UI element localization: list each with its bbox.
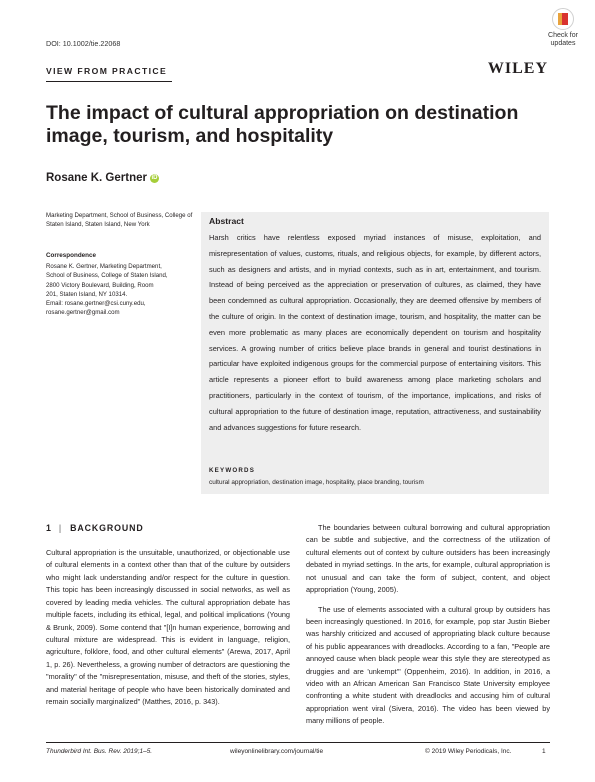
correspondence-line: 201, Staten Island, NY 10314. xyxy=(46,290,128,298)
correspondence-line: Rosane K. Gertner, Marketing Department, xyxy=(46,263,162,270)
correspondence-line: 2800 Victory Boulevard, Building, Room xyxy=(46,281,154,289)
article-title: The impact of cultural appropriation on destination image, tourism, and hospitality xyxy=(46,102,519,147)
footer-rule xyxy=(46,742,550,743)
footer-copyright: © 2019 Wiley Periodicals, Inc. xyxy=(425,748,512,755)
doi: DOI: 10.1002/tie.22068 xyxy=(46,39,121,48)
correspondence-block xyxy=(46,262,196,318)
correspondence-email[interactable]: Email: rosane.gertner@csi.cuny.edu, xyxy=(46,300,146,308)
section-heading xyxy=(46,523,144,533)
correspondence-line: School of Business, College of Staten Island, xyxy=(46,272,168,280)
section-tag: VIEW FROM PRACTICE xyxy=(46,66,168,76)
correspondence-heading: Correspondence xyxy=(46,252,97,259)
correspondence-email[interactable]: rosane.gertner@gmail.com xyxy=(46,309,120,317)
section-separator: | xyxy=(58,523,63,533)
affiliation: Marketing Department, School of Business, College of Staten Island, Staten Island, New York xyxy=(46,212,193,229)
body-paragraph: The use of elements associated with a cultural group by outsiders has been increasingly questioned. In 2016, for example, pop star Justin Bieber was harshly criticized and accused of appropriating black culture because of his public appearances with dreadlocks. According to a fan, "People are annoyed cause when black people wear this style they are stereotyped as druggies and are 'unkempt'" (Oppenheim, 2016). In addition, in 2016, a video with an African American San Francisco State University employee confronting a white student with dreadlocks and accusing him of cultural appropriation went viral (Sivera, 2016). The video has been viewed by many millions of people. xyxy=(306,604,550,726)
abstract-text: Harsh critics have relentless exposed myriad instances of misuse, exploitation, and misrepresentation of values, customs, rituals, and religious objects, for example, by different actors, such as designers and artists, and in myriad contexts, such as in art, entertainment, and tourism. Instead of being perceived as the appreciation or preservation of cultures, as claimed, they have been condemned as cultural appropriation. Occasionally, they are deemed offensive by members of the culture of origin. In the context of destination image, tourism, and hospitality, the matter can be even more problematic as many places are economically dependent on tourism and hospitality services. A growing number of critics believe place brands in general and tourist destinations in particular have exploited indigenous groups for the commercial purpose of entertaining visitors. This article represents a pioneer effort to build awareness among place marketing scholars and practitioners, particularly in the context of tourism, of the importance, implications, and risks of cultural appropriation to the future of destination image, reputation, attractiveness, and sustainability and advances suggestions for future research. xyxy=(209,233,541,432)
footer-journal-citation: Thunderbird Int. Bus. Rev. 2019;1–5. xyxy=(46,748,153,755)
page-number: 1 xyxy=(542,748,546,755)
keywords-list: cultural appropriation, destination image, hospitality, place branding, tourism xyxy=(209,479,424,486)
body-column-right xyxy=(306,522,550,728)
section-title: BACKGROUND xyxy=(70,523,144,533)
body-column-left xyxy=(46,547,290,708)
abstract-heading: Abstract xyxy=(209,216,244,226)
author-line xyxy=(46,172,159,184)
check-for-updates-badge[interactable] xyxy=(541,8,585,58)
footer-url[interactable]: wileyonlinelibrary.com/journal/tie xyxy=(230,748,324,755)
section-number: 1 xyxy=(46,523,51,533)
publisher-logo: WILEY xyxy=(487,60,548,77)
check-badge-label: Check for updates xyxy=(548,32,578,47)
orcid-icon[interactable]: iD xyxy=(151,175,158,181)
author-name[interactable]: Rosane K. Gertner xyxy=(46,172,147,184)
body-paragraph: The boundaries between cultural borrowing and cultural appropriation can be subtle and subjective, and the correctness of the utilization of cultural elements out of context by culture outsiders has been increasingly debated in myriad settings. In the arts, for example, cultural appropriation is not unusual and can take the form of subject, content, and object appropriation (Young, 2005). xyxy=(306,523,550,595)
body-paragraph: Cultural appropriation is the unsuitable, unauthorized, or objectionable use of cultural elements in a context other than that of the culture by outsiders who might lack understanding and/or respect for the culture in question. This topic has been increasingly discussed in social networks, as well as covered by leading media vehicles. The cultural appropriation debate has multiple facets, including its ethical, legal, and political implications (Young & Brunk, 2009). Some contend that "[I]n human experience, borrowing and cultural mixture are widespread. This is evident in language, religion, agriculture, folklore, food, and other cultural elements" (Arewa, 2017, April 1, p. 26). Nevertheless, a growing number of detractors are questioning the "morality" of the "misrepresentation, misuse, and theft of the stories, styles, and material heritage of people who have been historically dominated and remain socially marginalized" (Matthes, 2016, p. 343). xyxy=(46,548,290,707)
section-tag-rule xyxy=(46,81,172,82)
keywords-heading: KEYWORDS xyxy=(209,467,256,474)
